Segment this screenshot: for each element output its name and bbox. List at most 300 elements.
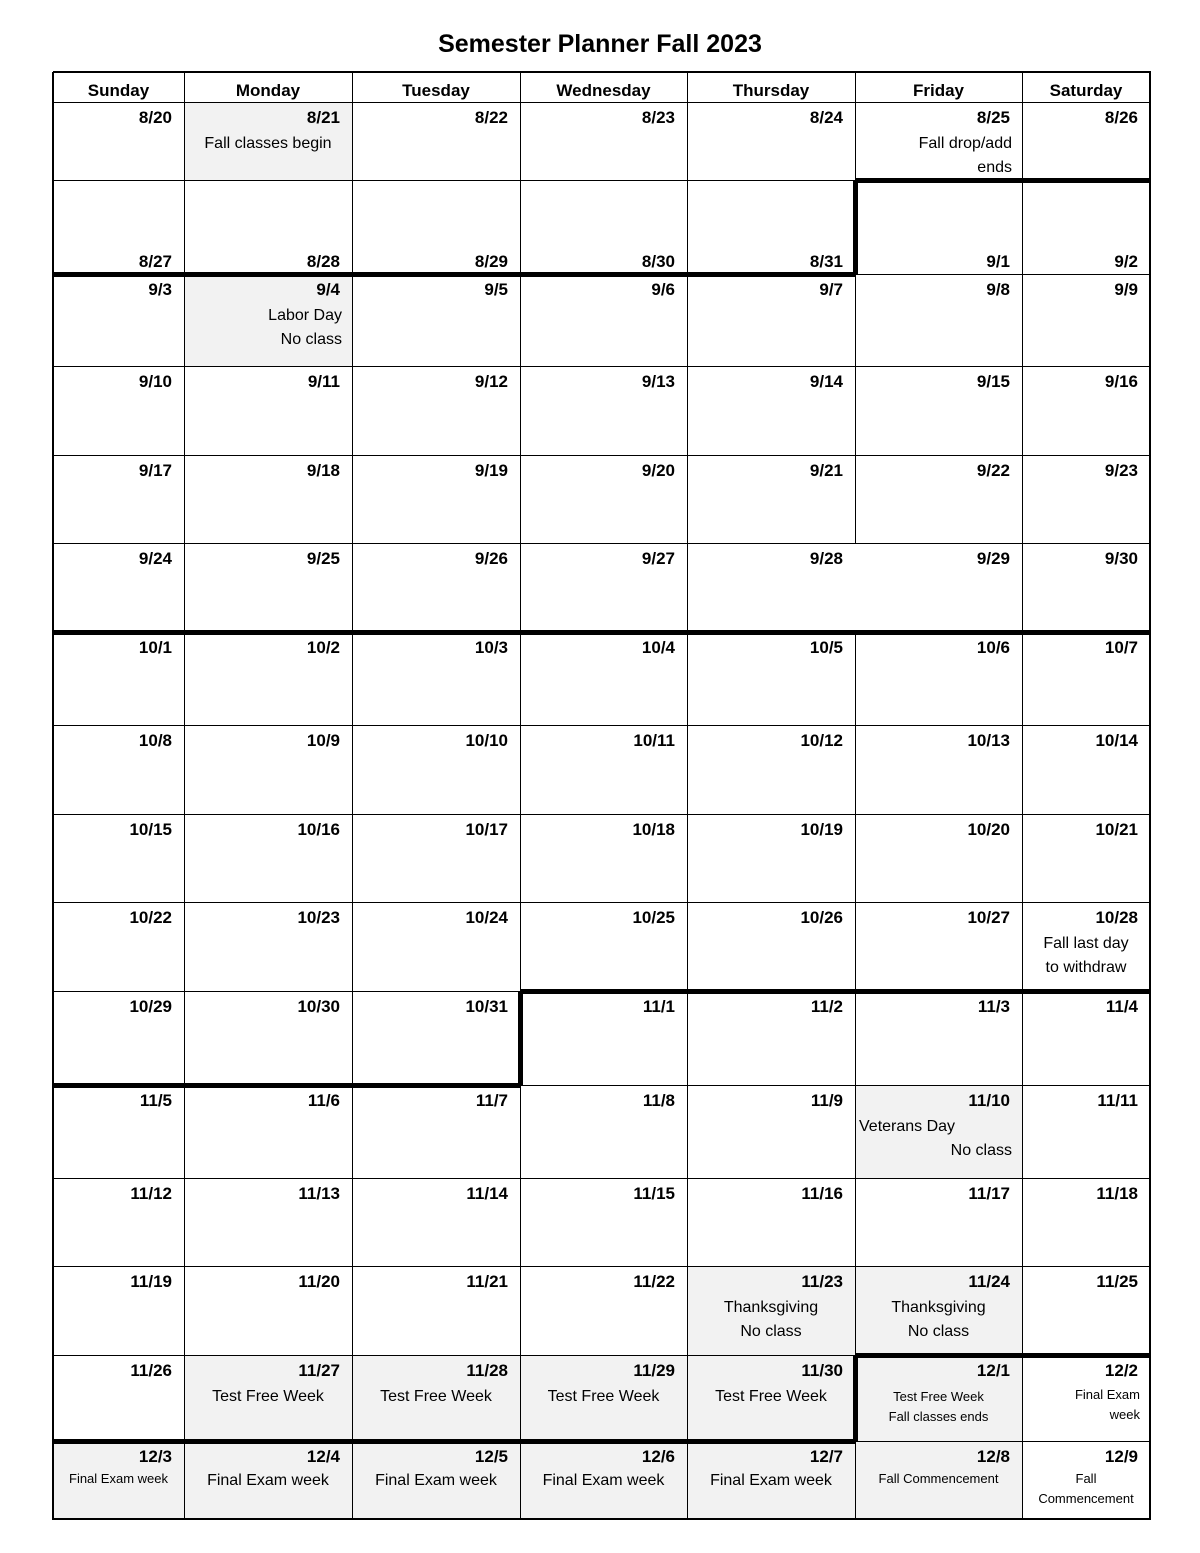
calendar-day-cell: [520, 543, 687, 632]
calendar-day-cell: [520, 102, 687, 180]
grid-line: [53, 366, 1151, 367]
day-date: 10/27: [967, 908, 1010, 927]
day-date: 11/18: [1096, 1184, 1138, 1203]
day-date: 12/8: [976, 1447, 1010, 1466]
grid-line: [184, 1355, 185, 1442]
grid-line: [687, 902, 688, 992]
grid-line: [855, 632, 856, 726]
grid-line: [855, 991, 856, 1086]
day-date: 11/24: [968, 1272, 1010, 1291]
calendar-day-cell: [53, 180, 184, 274]
grid-line: [1022, 1085, 1023, 1179]
grid-line: [52, 72, 54, 1520]
calendar-day-cell: [53, 814, 184, 902]
day-date: 10/15: [129, 820, 172, 839]
grid-line: [520, 274, 521, 367]
day-date: 11/19: [130, 1272, 172, 1291]
grid-line: [520, 180, 521, 275]
calendar-day-cell: [520, 725, 687, 814]
day-date: 12/7: [809, 1447, 843, 1466]
grid-line: [1149, 72, 1151, 1520]
day-date: 11/27: [298, 1361, 340, 1380]
grid-line: [184, 274, 185, 367]
calendar-day-cell: [352, 180, 520, 274]
calendar-day-cell: [855, 366, 1022, 455]
grid-line: [184, 1178, 185, 1267]
grid-line: [520, 455, 521, 544]
grid-line: [687, 1355, 688, 1442]
day-date: 10/31: [465, 997, 508, 1016]
event-note: Final Exam week: [1074, 1387, 1140, 1422]
day-date: 9/3: [148, 280, 172, 299]
calendar-day-cell: [1022, 1441, 1150, 1519]
grid-line: [1022, 274, 1023, 367]
calendar-day-cell: [53, 1178, 184, 1266]
day-date: 11/11: [1097, 1091, 1138, 1110]
day-header-saturday: Saturday: [1049, 81, 1123, 100]
calendar-day-cell: [53, 274, 184, 366]
calendar-day-cell: [352, 902, 520, 991]
calendar-day-cell: [687, 543, 855, 632]
event-note: Labor Day No class: [268, 307, 342, 348]
calendar-day-cell: [1022, 180, 1150, 274]
day-date: 12/9: [1104, 1447, 1138, 1466]
page-title: Semester Planner Fall 2023: [438, 30, 762, 58]
calendar-day-cell: [687, 1441, 855, 1519]
calendar-day-cell: [855, 902, 1022, 991]
calendar-day-cell: [1022, 1085, 1150, 1178]
calendar-day-cell: [352, 725, 520, 814]
grid-line: [855, 1085, 856, 1179]
calendar-day-cell: [687, 366, 855, 455]
grid-line: [1022, 632, 1023, 726]
grid-line: [855, 366, 856, 456]
grid-line: [687, 1085, 688, 1179]
grid-line: [53, 102, 1151, 103]
grid-line: [184, 455, 185, 544]
day-date: 8/20: [138, 108, 172, 127]
grid-line: [518, 991, 523, 1086]
day-header-monday: Monday: [235, 81, 301, 100]
calendar-day-cell: [184, 902, 352, 991]
day-date: 11/13: [298, 1184, 340, 1203]
day-date: 9/15: [976, 372, 1010, 391]
calendar-day-cell: [687, 455, 855, 543]
day-date: 11/28: [466, 1361, 508, 1380]
grid-line: [184, 1266, 185, 1356]
day-date: 12/4: [306, 1447, 340, 1466]
day-date: 10/10: [465, 731, 508, 750]
grid-line: [352, 902, 353, 992]
grid-line: [352, 814, 353, 903]
grid-line: [53, 1266, 1151, 1267]
grid-line: [184, 1085, 185, 1179]
calendar-day-cell: [855, 991, 1022, 1085]
day-date: 10/13: [967, 731, 1010, 750]
grid-line: [53, 1439, 856, 1444]
calendar-day-cell: [855, 274, 1022, 366]
grid-line: [1022, 180, 1023, 275]
grid-line: [352, 1085, 353, 1179]
calendar-day-cell: [184, 1441, 352, 1519]
day-date: 10/12: [800, 731, 843, 750]
day-date: 10/2: [306, 638, 340, 657]
day-date: 10/23: [297, 908, 340, 927]
day-date: 9/21: [809, 461, 843, 480]
day-date: 11/15: [633, 1184, 675, 1203]
grid-line: [352, 455, 353, 544]
day-date: 8/22: [474, 108, 508, 127]
day-date: 9/12: [474, 372, 508, 391]
day-date: 9/13: [641, 372, 675, 391]
day-date: 9/29: [976, 549, 1010, 568]
grid-line: [1022, 1441, 1023, 1520]
day-date: 8/21: [306, 108, 340, 127]
grid-line: [53, 902, 1151, 903]
day-date: 10/11: [633, 731, 675, 750]
grid-line: [687, 991, 688, 1086]
grid-line: [687, 725, 688, 815]
calendar-day-cell: [352, 543, 520, 632]
calendar-day-cell: [687, 814, 855, 902]
day-date: 10/18: [632, 820, 675, 839]
calendar-day-cell: [184, 102, 352, 180]
calendar-day-cell: [53, 902, 184, 991]
calendar-day-cell: [184, 814, 352, 902]
grid-line: [184, 902, 185, 992]
day-header-friday: Friday: [912, 81, 965, 100]
day-date: 9/6: [651, 280, 675, 299]
day-date: 10/17: [465, 820, 508, 839]
day-date: 9/14: [809, 372, 843, 391]
event-note: Test Free Week Fall classes ends: [888, 1389, 989, 1424]
calendar-day-cell: [687, 991, 855, 1085]
event-note: Thanksgiving No class: [723, 1299, 819, 1340]
calendar-day-cell: [184, 632, 352, 725]
grid-line: [352, 543, 353, 633]
calendar-day-cell: [53, 1441, 184, 1519]
calendar-day-cell: [184, 274, 352, 366]
grid-line: [855, 814, 856, 903]
calendar-day-cell: [1022, 1266, 1150, 1355]
grid-line: [352, 366, 353, 456]
grid-line: [184, 725, 185, 815]
calendar-day-cell: [1022, 274, 1150, 366]
day-date: 10/20: [967, 820, 1010, 839]
day-date: 9/8: [986, 280, 1010, 299]
day-date: 11/8: [642, 1091, 675, 1110]
grid-line: [352, 991, 353, 1086]
grid-line: [687, 366, 688, 456]
grid-line: [53, 1083, 521, 1088]
grid-line: [1022, 543, 1023, 633]
day-date: 11/3: [977, 997, 1010, 1016]
calendar-day-cell: [53, 102, 184, 180]
day-date: 8/27: [138, 252, 172, 271]
day-date: 10/3: [474, 638, 508, 657]
day-date: 11/4: [1105, 997, 1138, 1016]
calendar-day-cell: [1022, 543, 1150, 632]
grid-line: [53, 71, 1151, 73]
grid-line: [855, 455, 856, 544]
day-date: 11/25: [1096, 1272, 1138, 1291]
day-date: 10/25: [632, 908, 675, 927]
grid-line: [352, 274, 353, 367]
day-date: 11/12: [130, 1184, 172, 1203]
day-date: 11/2: [810, 997, 843, 1016]
calendar-day-cell: [520, 991, 687, 1085]
grid-line: [520, 1355, 521, 1442]
calendar-day-cell: [184, 1266, 352, 1355]
day-date: 10/22: [129, 908, 172, 927]
day-date: 8/31: [809, 252, 843, 271]
calendar-day-cell: [520, 902, 687, 991]
calendar-day-cell: [352, 814, 520, 902]
calendar-day-cell: [687, 180, 855, 274]
calendar-day-cell: [53, 725, 184, 814]
grid-line: [520, 989, 1151, 994]
event-note: Test Free Week: [380, 1388, 492, 1405]
day-date: 10/30: [297, 997, 340, 1016]
grid-line: [1022, 1355, 1023, 1442]
grid-line: [1022, 1178, 1023, 1267]
calendar-day-cell: [1022, 632, 1150, 725]
grid-line: [853, 180, 858, 275]
day-date: 10/4: [641, 638, 675, 657]
day-date: 10/8: [138, 731, 172, 750]
event-note: Test Free Week: [715, 1388, 827, 1405]
day-date: 8/30: [641, 252, 675, 271]
day-date: 10/21: [1095, 820, 1138, 839]
calendar-day-cell: [855, 455, 1022, 543]
day-date: 11/21: [466, 1272, 508, 1291]
calendar-day-cell: [184, 1178, 352, 1266]
calendar-day-cell: [352, 1178, 520, 1266]
grid-line: [53, 630, 1151, 635]
calendar-day-cell: [687, 1355, 855, 1441]
calendar-day-cell: [1022, 725, 1150, 814]
calendar-day-cell: [520, 366, 687, 455]
grid-line: [1022, 725, 1023, 815]
grid-line: [855, 1266, 856, 1356]
day-date: 11/10: [968, 1091, 1010, 1110]
grid-line: [1022, 455, 1023, 544]
calendar-day-cell: [520, 455, 687, 543]
calendar-day-cell: [53, 991, 184, 1085]
calendar-day-cell: [352, 1355, 520, 1441]
calendar-day-cell: [53, 543, 184, 632]
grid-line: [520, 1178, 521, 1267]
grid-line: [687, 632, 688, 726]
calendar-day-cell: [53, 1085, 184, 1178]
day-date: 9/30: [1104, 549, 1138, 568]
grid-line: [184, 72, 185, 181]
calendar-day-cell: [53, 1355, 184, 1441]
day-date: 11/23: [801, 1272, 843, 1291]
calendar-day-cell: [1022, 102, 1150, 180]
calendar-day-cell: [855, 180, 1022, 274]
day-header-sunday: Sunday: [87, 81, 150, 100]
grid-line: [687, 543, 688, 633]
grid-line: [352, 1355, 353, 1442]
day-date: 9/27: [641, 549, 675, 568]
grid-line: [520, 814, 521, 903]
day-date: 8/29: [474, 252, 508, 271]
event-note: Fall last day to withdraw: [1043, 935, 1129, 976]
event-note: Final Exam week: [207, 1472, 329, 1489]
grid-line: [687, 180, 688, 275]
event-note: Final Exam week: [710, 1472, 832, 1489]
calendar-day-cell: [855, 725, 1022, 814]
calendar-day-cell: [855, 102, 1022, 180]
day-date: 10/7: [1104, 638, 1138, 657]
day-date: 9/28: [809, 549, 843, 568]
day-date: 10/1: [138, 638, 172, 657]
grid-line: [184, 366, 185, 456]
day-date: 12/1: [976, 1361, 1010, 1380]
grid-line: [53, 455, 1151, 456]
grid-line: [352, 180, 353, 275]
day-date: 11/22: [633, 1272, 675, 1291]
calendar-day-cell: [1022, 814, 1150, 902]
day-date: 11/7: [475, 1091, 508, 1110]
calendar-day-cell: [184, 366, 352, 455]
grid-line: [687, 455, 688, 544]
calendar-day-cell: [520, 1178, 687, 1266]
day-date: 9/18: [306, 461, 340, 480]
calendar-day-cell: [855, 1355, 1022, 1441]
grid-line: [1022, 72, 1023, 181]
day-date: 11/20: [298, 1272, 340, 1291]
calendar-day-cell: [520, 1355, 687, 1441]
calendar-day-cell: [184, 991, 352, 1085]
day-date: 12/6: [641, 1447, 675, 1466]
grid-line: [352, 1441, 353, 1520]
day-date: 11/26: [130, 1361, 172, 1380]
grid-line: [1022, 1266, 1023, 1356]
grid-line: [520, 72, 521, 181]
calendar-day-cell: [687, 1266, 855, 1355]
day-date: 10/5: [809, 638, 843, 657]
day-date: 9/23: [1104, 461, 1138, 480]
calendar-day-cell: [855, 1266, 1022, 1355]
calendar-day-cell: [352, 1085, 520, 1178]
event-note: Fall Commencement: [1038, 1471, 1134, 1506]
day-date: 12/5: [474, 1447, 508, 1466]
day-date: 9/2: [1114, 252, 1138, 271]
calendar-day-cell: [184, 180, 352, 274]
grid-line: [53, 725, 1151, 726]
event-note: Thanksgiving No class: [891, 1299, 986, 1340]
calendar-day-cell: [53, 366, 184, 455]
grid-line: [53, 543, 1151, 544]
calendar-day-cell: [184, 1085, 352, 1178]
day-date: 11/5: [139, 1091, 172, 1110]
day-date: 9/5: [484, 280, 508, 299]
day-date: 9/25: [306, 549, 340, 568]
grid-line: [855, 1441, 856, 1520]
event-note: Test Free Week: [212, 1388, 324, 1405]
calendar-day-cell: [352, 1441, 520, 1519]
grid-line: [520, 725, 521, 815]
grid-line: [520, 902, 521, 992]
calendar-day-cell: [520, 814, 687, 902]
calendar-day-cell: [352, 102, 520, 180]
calendar-day-cell: [53, 632, 184, 725]
event-note: Fall classes begin: [204, 135, 332, 152]
grid-line: [855, 72, 856, 181]
day-date: 8/28: [306, 252, 340, 271]
grid-line: [687, 1441, 688, 1520]
grid-line: [853, 1355, 858, 1442]
day-date: 8/23: [641, 108, 675, 127]
day-date: 10/6: [976, 638, 1010, 657]
event-note: Final Exam week: [375, 1472, 497, 1489]
day-date: 10/29: [129, 997, 172, 1016]
day-header-thursday: Thursday: [732, 81, 810, 100]
calendar-day-cell: [855, 632, 1022, 725]
calendar-day-cell: [855, 543, 1022, 632]
grid-line: [352, 1178, 353, 1267]
event-note: Final Exam week: [542, 1472, 665, 1489]
day-date: 11/30: [801, 1361, 843, 1380]
grid-line: [520, 1441, 521, 1520]
calendar-day-cell: [1022, 991, 1150, 1085]
calendar-day-cell: [1022, 902, 1150, 991]
day-date: 10/26: [800, 908, 843, 927]
day-date: 9/7: [819, 280, 843, 299]
grid-line: [1022, 902, 1023, 992]
grid-line: [687, 72, 688, 181]
day-date: 9/11: [307, 372, 340, 391]
day-date: 9/1: [986, 252, 1010, 271]
grid-line: [520, 1085, 521, 1179]
calendar-day-cell: [520, 1085, 687, 1178]
grid-line: [1022, 991, 1023, 1086]
calendar-day-cell: [352, 274, 520, 366]
day-date: 9/19: [474, 461, 508, 480]
grid-line: [687, 274, 688, 367]
grid-line: [855, 725, 856, 815]
day-date: 9/17: [138, 461, 172, 480]
event-note: Fall Commencement: [878, 1471, 999, 1486]
grid-line: [53, 1178, 1151, 1179]
grid-line: [184, 814, 185, 903]
calendar-day-cell: [184, 455, 352, 543]
calendar-day-cell: [1022, 455, 1150, 543]
day-date: 9/20: [641, 461, 675, 480]
day-header-wednesday: Wednesday: [556, 81, 651, 100]
day-date: 9/4: [316, 280, 340, 299]
grid-line: [352, 632, 353, 726]
grid-line: [855, 178, 1151, 183]
day-date: 11/29: [633, 1361, 675, 1380]
day-date: 9/26: [474, 549, 508, 568]
calendar-day-cell: [352, 455, 520, 543]
grid-line: [855, 1178, 856, 1267]
grid-line: [184, 632, 185, 726]
day-date: 10/9: [306, 731, 340, 750]
calendar-day-cell: [352, 632, 520, 725]
calendar-day-cell: [687, 725, 855, 814]
calendar-day-cell: [1022, 1178, 1150, 1266]
calendar-day-cell: [687, 632, 855, 725]
calendar-day-cell: [184, 543, 352, 632]
day-date: 9/24: [138, 549, 172, 568]
day-date: 11/1: [642, 997, 675, 1016]
day-date: 8/25: [976, 108, 1010, 127]
day-date: 11/17: [968, 1184, 1010, 1203]
